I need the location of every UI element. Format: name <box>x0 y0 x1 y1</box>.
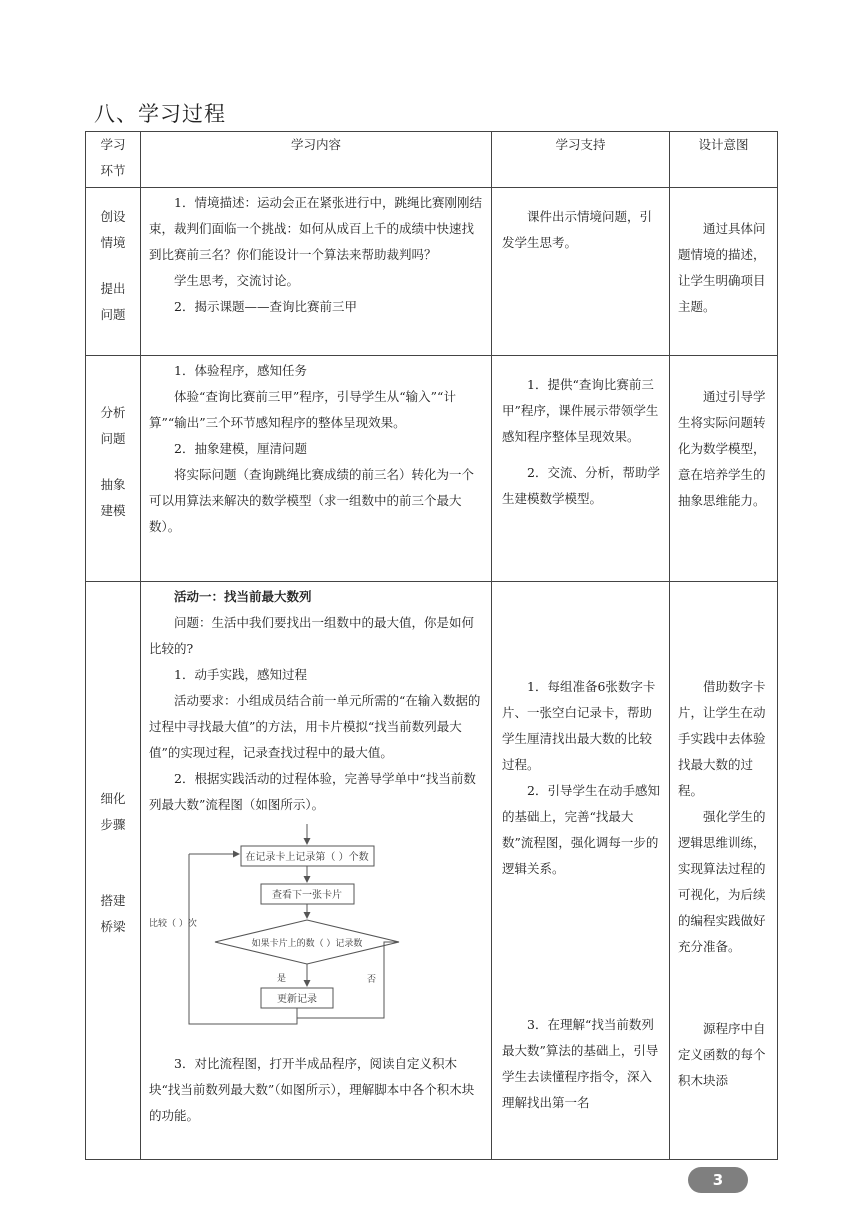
stage-label: 搭建 <box>100 893 126 908</box>
content-paragraph: 2．根据实践活动的过程体验，完善导学单中“找当前数列最大数”流程图（如图所示）。 <box>149 771 476 812</box>
header-support: 学习支持 <box>492 132 670 188</box>
content-paragraph: 3．对比流程图，打开半成品程序，阅读自定义积木块“找当前数列最大数”（如图所示），理解脚本中各个积木块的功能。 <box>149 1056 475 1123</box>
intent-cell <box>670 356 778 582</box>
intent-paragraph: 通过引导学生将实际问题转化为数学模型，意在培养学生的抽象思维能力。 <box>678 389 766 508</box>
flow-box-update-text: 更新记录 <box>277 994 317 1005</box>
intent-paragraph: 借助数字卡片，让学生在动手实践中去体验找最大数的过程。 <box>678 679 766 798</box>
content-paragraph: 活动要求：小组成员结合前一单元所需的“在输入数据的过程中寻找最大值”的方法，用卡片模拟“找当前数列最大值”的实现过程，记录查找过程中的最大值。 <box>149 693 481 760</box>
support-cell <box>492 582 670 1160</box>
stage-label: 细化 <box>100 791 126 806</box>
max-number-flowchart <box>149 824 439 1036</box>
header-intent: 设计意图 <box>670 132 778 188</box>
content-cell <box>141 188 492 356</box>
stage-cell <box>86 356 141 582</box>
stage-label: 桥梁 <box>100 919 126 934</box>
table-row <box>86 356 778 582</box>
flow-box-record-text: 在记录卡上记录第（ ）个数 <box>245 852 369 863</box>
content-cell <box>141 582 492 1160</box>
flow-box-next-card-text: 查看下一张卡片 <box>272 890 342 901</box>
support-paragraph: 3．在理解“找当前数列最大数”算法的基础上，引导学生去读懂程序指令，深入理解找出第一名 <box>502 1017 659 1110</box>
header-content: 学习内容 <box>141 132 492 188</box>
stage-label: 提出 <box>100 281 126 296</box>
intent-paragraph: 强化学生的逻辑思维训练，实现算法过程的可视化，为后续的编程实践做好充分准备。 <box>678 809 766 954</box>
support-paragraph: 2．引导学生在动手感知的基础上，完善“找最大数”流程图，强化调每一步的逻辑关系。 <box>502 783 660 876</box>
flow-decision-text: 如果卡片上的数（ ）记录数 <box>251 939 363 949</box>
support-cell <box>492 356 670 582</box>
flow-loop-label: 比较（ ）次 <box>149 919 197 929</box>
stage-label: 创设 <box>100 209 126 224</box>
section-heading: 八、学习过程 <box>94 102 226 126</box>
stage-label: 问题 <box>100 431 126 446</box>
stage-cell <box>86 582 141 1160</box>
stage-label: 情境 <box>100 235 126 250</box>
table-header-row <box>86 132 778 188</box>
flow-yes-label: 是 <box>277 974 287 984</box>
content-paragraph: 学生思考，交流讨论。 <box>174 273 300 288</box>
content-paragraph: 2．揭示课题——查询比赛前三甲 <box>174 299 357 314</box>
stage-label: 抽象 <box>100 477 126 492</box>
intent-paragraph: 通过具体问题情境的描述，让学生明确项目主题。 <box>678 221 766 314</box>
intent-cell <box>670 188 778 356</box>
intent-cell <box>670 582 778 1160</box>
support-cell <box>492 188 670 356</box>
table-row <box>86 188 778 356</box>
support-paragraph: 1．提供“查询比赛前三甲”程序，课件展示带领学生感知程序整体呈现效果。 <box>502 377 659 444</box>
header-stage: 学习环节 <box>86 132 141 188</box>
stage-label: 步骤 <box>100 817 126 832</box>
support-paragraph: 课件出示情境问题，引发学生思考。 <box>502 209 653 250</box>
support-paragraph: 2．交流、分析，帮助学生建模数学模型。 <box>502 465 660 506</box>
flow-no-label: 否 <box>367 975 377 985</box>
stage-label: 建模 <box>100 503 126 518</box>
activity-title: 活动一：找当前最大数列 <box>174 589 312 604</box>
stage-cell <box>86 188 141 356</box>
content-paragraph: 问题：生活中我们要找出一组数中的最大值，你是如何比较的? <box>149 615 475 656</box>
page-number-badge: 3 <box>688 1167 748 1193</box>
content-paragraph: 1．动手实践，感知过程 <box>174 667 307 682</box>
support-paragraph: 1．每组准备6张数字卡片、一张空白记录卡，帮助学生厘清找出最大数的比较过程。 <box>502 679 656 772</box>
content-paragraph: 2．抽象建模，厘清问题 <box>174 441 307 456</box>
stage-label: 问题 <box>100 307 126 322</box>
content-paragraph: 将实际问题（查询跳绳比赛成绩的前三名）转化为一个可以用算法来解决的数学模型（求一组数中的前三个最大数）。 <box>149 467 475 534</box>
content-cell <box>141 356 492 582</box>
learning-process-table <box>85 131 778 1160</box>
stage-label: 分析 <box>100 405 126 420</box>
content-paragraph: 体验“查询比赛前三甲”程序，引导学生从“输入”“计算”“输出”三个环节感知程序的整体呈现效果。 <box>149 389 456 430</box>
intent-paragraph: 源程序中自定义函数的每个积木块添 <box>678 1021 766 1088</box>
content-paragraph: 1．体验程序，感知任务 <box>174 363 307 378</box>
content-paragraph: 1．情境描述：运动会正在紧张进行中，跳绳比赛刚刚结束，裁判们面临一个挑战：如何从成百上千的成绩中快速找到比赛前三名？你们能设计一个算法来帮助裁判吗？ <box>149 195 482 262</box>
table-row <box>86 582 778 1160</box>
